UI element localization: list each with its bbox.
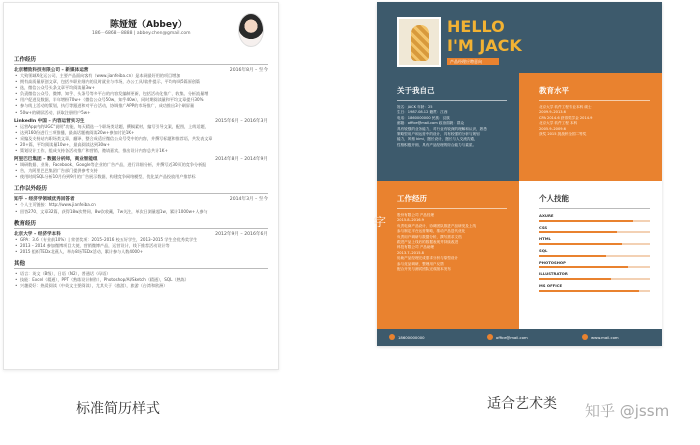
entry-title: 北京精致科技有限公司 – 新媒体运营 (14, 68, 89, 73)
entry-title: LinkedIn 中国 – 内容运营实习生 (14, 118, 85, 124)
skill-bar (539, 231, 650, 233)
panel-line: 北京大学 软件工程专业本科 硕士 (539, 105, 592, 109)
skill-name: SQL (539, 248, 548, 254)
entry-date: 2014年8月 – 2014年9月 (215, 157, 268, 163)
divider (539, 100, 650, 101)
resume-section (14, 184, 268, 214)
skill-item (539, 271, 650, 280)
skill-level (539, 255, 606, 257)
divider (397, 208, 507, 209)
entry-line: • 用户促进及数据，半年增粉70w+（微信公众号50w，知乎40w），同时期阅读量和平均文章提升30% (14, 97, 268, 103)
skill-name: ILLUSTRATOR (539, 271, 568, 277)
skill-list (519, 213, 662, 292)
skill-name: PHOTOSHOP (539, 259, 566, 265)
resume-section (14, 55, 268, 180)
footer-text: 18600000000 (398, 334, 425, 340)
panel-line: 2005.9–2009.6 (539, 126, 566, 131)
hello-title (447, 17, 522, 55)
contact-footer (377, 329, 662, 346)
section-title: 其他 (14, 259, 268, 269)
entry-line: • 语言：英文（B级），日语（N2），普通话（母语） (14, 271, 268, 277)
skill-bar (539, 243, 650, 245)
panel-line: 策略型用户和运营中的设计，具有较强的分析与规划 (397, 132, 480, 137)
entry-line: • 告，为阿里巴巴集团广告部门提供参考支持 (14, 168, 268, 174)
panel-line: 科技有限公司 产品助理 (397, 245, 435, 250)
skill-level (539, 243, 622, 245)
entry-line: • 个人主页链接：http://www.jianfeiba.cn (14, 202, 268, 208)
profile-photo (238, 13, 264, 47)
skill-bar (539, 278, 650, 280)
caption-art: 适合艺术类 (487, 396, 557, 412)
entry-date: 2014年3月 – 至今 (229, 197, 268, 203)
panel-line: 邮箱：office@mail.com 政治面貌：群众 (397, 121, 465, 126)
entry-line: • 50w+的刷屏活动，获取注册用户5w+ (14, 110, 268, 116)
panel-line: 性格积极开朗，具有产品经理的综合能力与素质。 (397, 142, 477, 147)
resume-section (14, 219, 268, 255)
panel-line: 负责用户调研与数据分析，撰写需求文档 (397, 234, 462, 239)
skill-bar (539, 255, 650, 257)
panel-line: 生日：1987.08.12 籍贯：江西 (397, 110, 448, 115)
entry-line: • 达到160份进行三项推播，最高话题被阅读20w+参加讨论1K+ (14, 130, 268, 136)
mail-icon (487, 334, 493, 340)
about-me-panel (377, 73, 519, 181)
skill-item (539, 283, 650, 292)
footer-contact (389, 334, 425, 340)
section-title: 工作以外经历 (14, 184, 268, 194)
section-title: 教育经历 (14, 219, 268, 229)
footer-contact (487, 334, 528, 340)
entry-line: • 负责微信公众号、微博、知乎、头条号等多平台的内容发编制更新，包括活动化推广、收集、分析流量增 (14, 91, 268, 97)
entry-line: • 使用时间SQL分析10月份到9月的广告展示数据，构建竞争网络模型，优化某产品投放用户推荐标 (14, 174, 268, 180)
entry-line: • 技能：Excel（精通），PPT（熟练设计制作），Photoshop/AI/Sketch（精通），SQL（熟练） (14, 277, 268, 283)
panel-line: CPA 2014.6 获得奖学金 2014.9 (539, 115, 593, 120)
entry-line: • 运营App内的UGC"说明"功能，每天精选一个职场类话题，撰稿素材，编写引导文案，配图，上线话题， (14, 124, 268, 130)
footer-text: www.mail.com (591, 334, 619, 340)
art-resume-header (377, 2, 662, 73)
entry-line: • 拥有高质量原创文章，包括多职业细内的及时就业与市场，办公工具/软件提示，平均每周5篇原创篇 (14, 79, 268, 85)
education-content (519, 105, 662, 137)
panel-line: 获奖 2015 挑战杯全国二等奖 (539, 132, 587, 137)
panel-line: 北京大学 软件工程 本科 (539, 121, 578, 126)
entry-line: • 回答270、文章32篇，获得18w次赞同、8w次收藏，7w关注，单次日浏量超1w，累计1000w+人参与 (14, 209, 268, 215)
panel-line: 协助产品经理完成需求分析与原型设计 (397, 256, 459, 261)
resume-section (14, 259, 268, 289)
panel-line: 配合开发与测试团队完成版本发布 (397, 267, 451, 272)
skill-item (539, 225, 650, 234)
entry-title: 知乎 – 经济学领域优秀回答者 (14, 197, 75, 203)
skill-level (539, 278, 611, 280)
entry-line: • 20+篇，平均阅读量10w+，最高阅读达到30w+ (14, 142, 268, 148)
entry-date: 2012年9月 – 2016年6月 (215, 231, 268, 237)
entry-date: 2015年6月 – 2016年3月 (215, 118, 268, 124)
divider (397, 100, 507, 101)
resume-header (14, 11, 268, 51)
panel-line: 跟进产品上线后的数据表现并持续改进 (397, 240, 459, 245)
hello-line-2: I'M JACK (447, 36, 522, 55)
skill-bar (539, 266, 650, 268)
entry-line: • 策划设计工作，组成支持各活动推广和营销，邀请嘉宾，推出设计内容总共计1K+ (14, 148, 268, 154)
skill-name: CSS (539, 224, 548, 230)
watermark: 知乎 @jssm (585, 402, 670, 420)
footer-contact (582, 334, 619, 340)
about-me-content (377, 105, 519, 148)
panel-line: 负责电商产品设计，协调团队推进产品研发及上线 (397, 223, 477, 228)
work-content (377, 213, 519, 272)
work-experience-panel (377, 181, 519, 329)
entry-line: • 采编及支持站内职场类文章，翻译、整合成适应微信公众号受中的内容，并撰写标题和推荐语，共发表文章 (14, 136, 268, 142)
panel-line: 能力，风格 kimi，擅长设计，擅长与人交流沟通， (397, 137, 478, 142)
panel-line: 股份有限公司 产品经理 (397, 213, 435, 217)
entry-line: • GPA：3.6（专业前10%）| 荣誉奖项：2015–2016 校五好学生，2013–2015 学生会优秀奖学生 (14, 237, 268, 243)
education-panel (519, 73, 662, 181)
entry-line: • 大致领域X化运公司，主要产品面向客有（www.jianfeiba.cn）是本网最好用的项目增加 (14, 73, 268, 79)
skills-title: 个人技能 (539, 194, 569, 203)
skill-level (539, 290, 639, 292)
education-title: 教育水平 (539, 86, 569, 95)
hello-line-1: HELLO (447, 17, 505, 36)
section-title: 工作经历 (14, 55, 268, 65)
entry-line: • 2013 – 2014 参加微博项目大使，营销微博产品，运营设计，线下推荐活动设计等 (14, 243, 268, 249)
standard-resume (3, 2, 279, 370)
resume-contact: 186－6868－8888 | abbey.chen@gmail.com (92, 31, 191, 36)
skill-level (539, 220, 633, 222)
web-icon (582, 334, 588, 340)
panel-line: 2015.8–2016.9 (397, 218, 424, 223)
entry-title: 阿里巴巴集团 – 数据分析师，商业智能组 (14, 157, 98, 163)
entry-line: • 选，微信公众号头条文章平均阅读量3w+ (14, 85, 268, 91)
panel-line: 参与竞品调研，整理用户反馈 (397, 261, 444, 266)
entry-line: • 参与线上活动的策划，执行等跟进和对平台活动，协调推广APP的市场推广，成功推出3个刷屏量 (14, 103, 268, 109)
panel-line: 2013.7–2015.8 (397, 250, 424, 255)
footer-text: office@mail.com (496, 334, 528, 340)
skills-panel (519, 181, 662, 329)
skill-level (539, 266, 628, 268)
skill-bar (539, 220, 650, 222)
about-me-title: 关于我自己 (397, 86, 435, 95)
job-intent-label: 产品经理应聘意向 (450, 59, 482, 64)
entry-date: 2016年8月 – 至今 (229, 68, 268, 73)
art-resume (377, 2, 662, 346)
skill-item (539, 213, 650, 222)
panel-line: 电话：1860000000 民族：汉族 (397, 115, 450, 120)
giraffe-photo (397, 17, 441, 67)
divider (539, 208, 650, 209)
skill-name: HTML (539, 236, 551, 242)
work-title: 工作经历 (397, 194, 427, 203)
resume-name: 陈娅娅（Abbey） (110, 20, 187, 30)
entry-line: • 兴趣爱好：热爱阅读（中英文主要阅读），尤其关于（旅游），旅游（台湾和欧洲） (14, 283, 268, 289)
giraffe-icon (411, 25, 429, 61)
side-glyph: 字 (374, 215, 387, 229)
skill-name: AXURE (539, 213, 554, 218)
skill-item (539, 260, 650, 269)
panel-line: 参与制定平台运营策略，推动产品迭代优化 (397, 229, 466, 234)
job-intent-tag (447, 58, 499, 65)
panel-line: 姓名：JACK 年龄：25 (397, 105, 433, 109)
panel-line: 2009.9–2013.6 (539, 110, 566, 115)
entry-line: • 2015 组织TEDx北燕人，举办8场TEDx活动，累计参与人数4000+ (14, 249, 268, 255)
caption-standard: 标准简历样式 (76, 401, 160, 417)
phone-icon (389, 334, 395, 340)
skill-bar (539, 290, 650, 292)
entry-line: • 调研数据、业务、Facebook、Google等企业的广告产品，进行详细分析，并撰写近30页的竞争分析报 (14, 162, 268, 168)
skill-level (539, 231, 617, 233)
resume-sections (14, 55, 268, 289)
entry-title: 北京大学 – 经济学本科 (14, 231, 61, 237)
panel-line: 具有较强的业务能力，对行业有较深的理解和认识，熟悉 (397, 126, 487, 131)
skill-item (539, 236, 650, 245)
skill-item (539, 248, 650, 257)
skill-name: MS OFFICE (539, 283, 563, 289)
